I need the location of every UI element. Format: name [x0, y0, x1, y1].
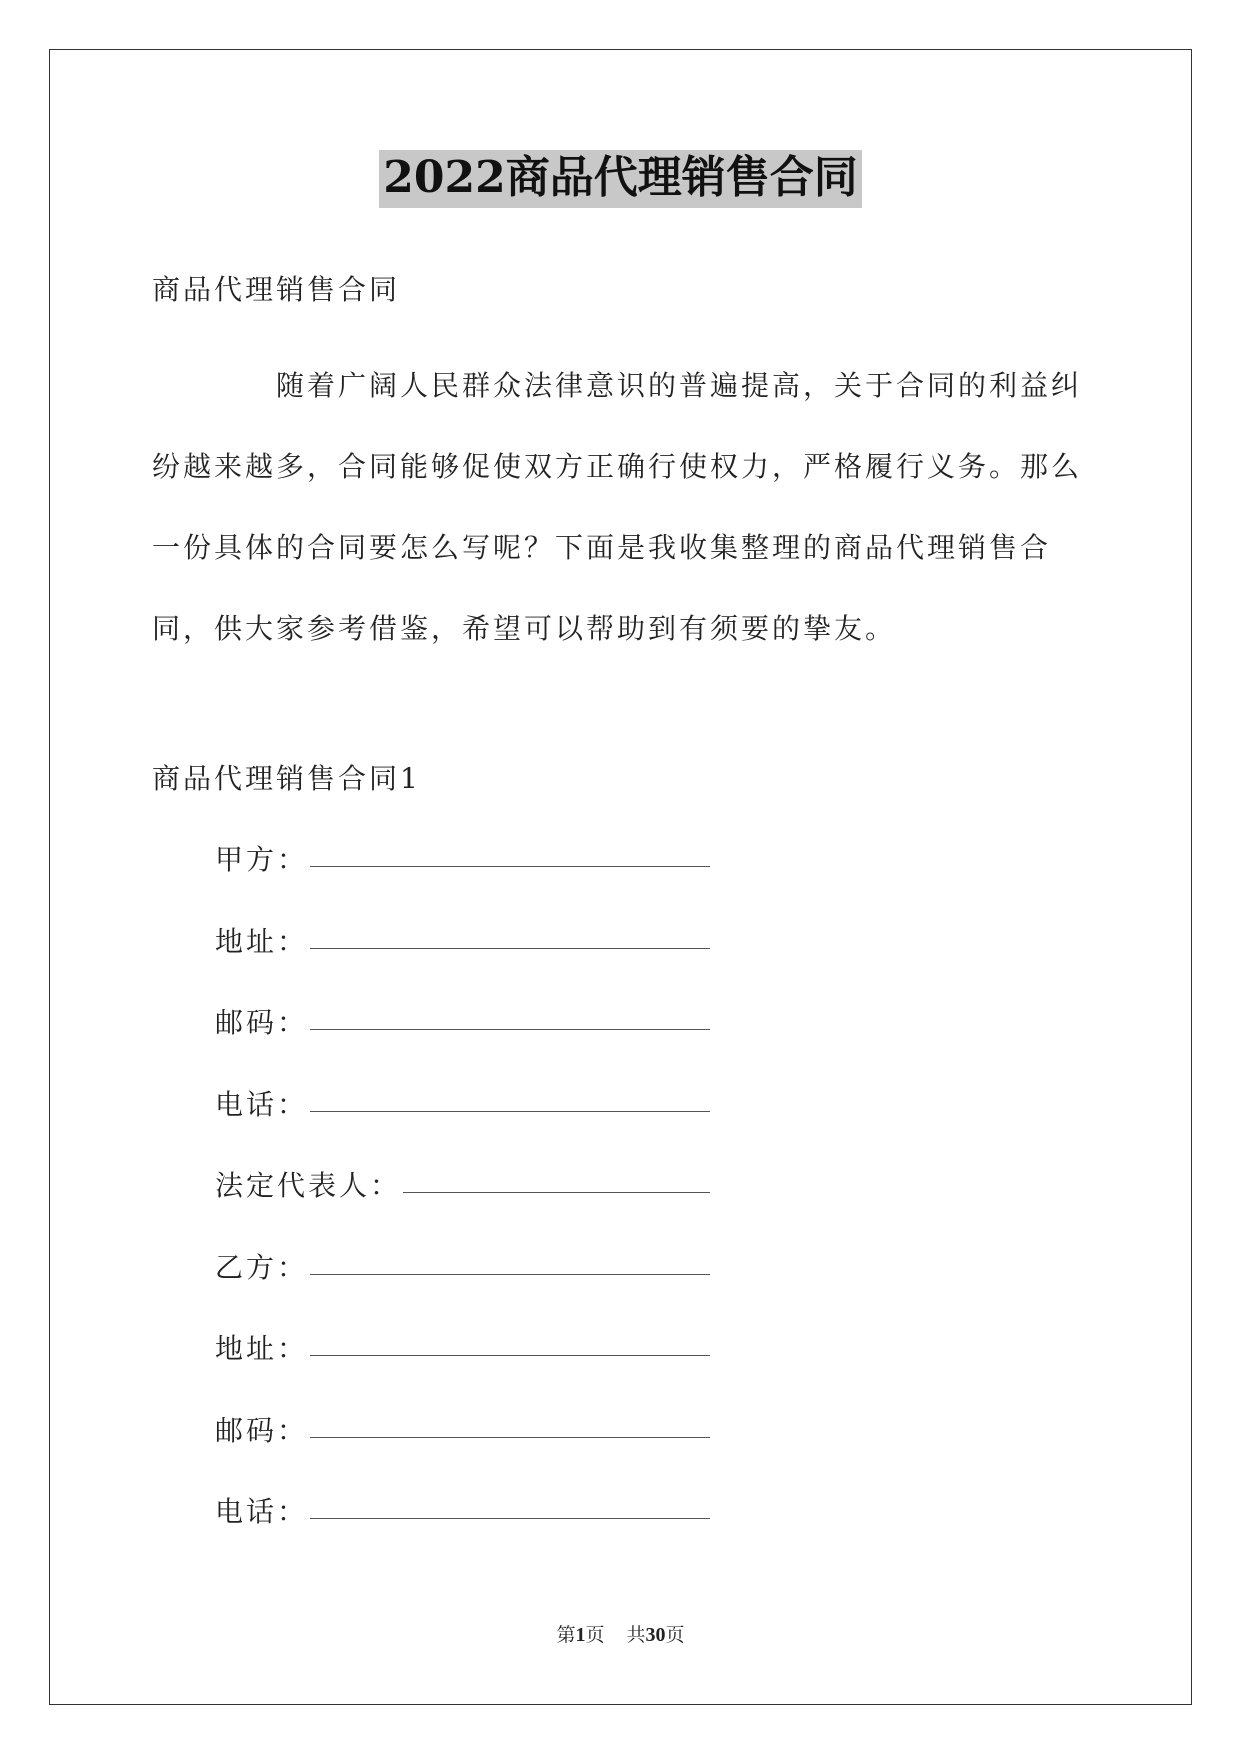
section-heading: 商品代理销售合同1 [152, 762, 421, 795]
field-blank-line[interactable] [310, 1246, 710, 1275]
field-label: 电话： [215, 1087, 309, 1121]
field-row [215, 1327, 710, 1409]
field-label: 地址： [215, 924, 309, 958]
field-row [215, 1083, 710, 1165]
field-row [215, 838, 710, 920]
field-label: 乙方： [215, 1250, 309, 1284]
field-row [215, 1164, 710, 1246]
field-label: 邮码： [215, 1413, 309, 1447]
footer-page-unit: 页 [585, 1624, 605, 1646]
document-title-block [0, 150, 1241, 208]
intro-paragraph [152, 345, 1112, 669]
field-blank-line[interactable] [310, 1409, 710, 1438]
field-row [215, 1001, 710, 1083]
total-page-count: 30 [645, 1624, 666, 1646]
field-row [215, 920, 710, 1002]
field-blank-line[interactable] [310, 1001, 710, 1030]
field-label: 地址： [215, 1332, 309, 1365]
footer-total-unit: 页 [665, 1624, 685, 1646]
intro-text: 随着广阔人民群众法律意识的普遍提高，关于合同的利益纠纷越来越多，合同能够促使双方正确行使权力，严格履行义务。那么一份具体的合同要怎么写呢？下面是我收集整理的商品代理销售合同，供大家参考借鉴，希望可以帮助到有须要的挚友。 [152, 369, 1083, 645]
party-info-fields [215, 838, 710, 1572]
field-blank-line[interactable] [310, 1490, 710, 1519]
field-blank-line[interactable] [310, 1327, 710, 1356]
field-row [215, 1409, 710, 1491]
footer-total-prefix: 共 [626, 1624, 646, 1646]
field-label: 甲方： [215, 843, 309, 876]
document-title: 2022商品代理销售合同 [379, 150, 861, 208]
field-row [215, 1490, 710, 1572]
field-label: 邮码： [215, 1006, 309, 1039]
field-blank-line[interactable] [310, 1083, 710, 1112]
field-label: 法定代表人： [215, 1169, 402, 1202]
field-blank-line[interactable] [403, 1164, 710, 1193]
footer-page-prefix: 第 [556, 1624, 576, 1646]
field-blank-line[interactable] [310, 920, 710, 949]
field-blank-line[interactable] [310, 838, 710, 867]
page-number-footer [0, 1620, 1241, 1647]
field-label: 电话： [215, 1495, 309, 1528]
current-page-number: 1 [575, 1624, 586, 1646]
document-subtitle: 商品代理销售合同 [152, 273, 401, 306]
field-row [215, 1246, 710, 1328]
